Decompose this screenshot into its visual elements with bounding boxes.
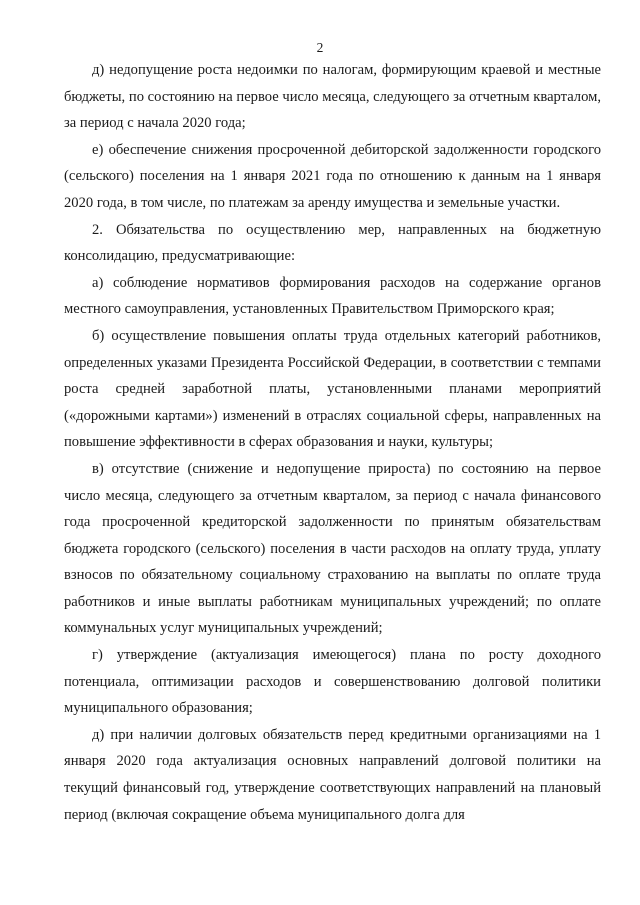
paragraph-g-income-plan: г) утверждение (актуализация имеющегося) плана по росту доходного потенциала, оптимизации расходов и совершенствованию долговой политики муниципального образования;: [64, 647, 601, 717]
paragraph-2-budget-consolidation: 2. Обязательства по осуществлению мер, направленных на бюджетную консолидацию, предусматривающие:: [64, 221, 601, 265]
paragraph-d-tax-arrears: д) недопущение роста недоимки по налогам, формирующим краевой и местные бюджеты, по состоянию на первое число месяца, следующего за отчетным кварталом, за период с начала 2020 года;: [64, 62, 601, 132]
paragraph-d-debt-policy: д) при наличии долговых обязательств перед кредитными организациями на 1 января 2020 года актуализация основных направлений долговой политики на текущий финансовый год, утверждение соответствующих направлений на плановый период (включая сокращение объема муниципального долга для: [64, 726, 601, 823]
page-number: 2: [316, 40, 324, 55]
document-body: [64, 57, 601, 828]
paragraph-a-expense-norms: а) соблюдение нормативов формирования расходов на содержание органов местного самоуправления, установленных Правительством Приморского края;: [64, 274, 601, 318]
paragraph-e-receivables: е) обеспечение снижения просроченной дебиторской задолженности городского (сельского) поселения на 1 января 2021 года по отношению к данным на 1 января 2020 года, в том числе, по платежам за аренду имущества и земельные участки.: [64, 141, 601, 211]
paragraph-b-wage-increase: б) осуществление повышения оплаты труда отдельных категорий работников, определенных указами Президента Российской Федерации, в соответствии с темпами роста средней заработной платы, установленными планами мероприятий («дорожными картами») изменений в отраслях социальной сферы, направленных на повышение эффективности в сферах образования и науки, культуры;: [64, 327, 601, 451]
paragraph-v-payables: в) отсутствие (снижение и недопущение прироста) по состоянию на первое число месяца, следующего за отчетным кварталом, за период с начала финансового года просроченной кредиторской задолженности по принятым обязательствам бюджета городского (сельского) поселения в части расходов на оплату труда, уплату взносов по обязательному социальному страхованию на выплаты по оплате труда работников и иные выплаты работникам муниципальных учреждений; по оплате коммунальных услуг муниципальных учреждений;: [64, 460, 601, 637]
